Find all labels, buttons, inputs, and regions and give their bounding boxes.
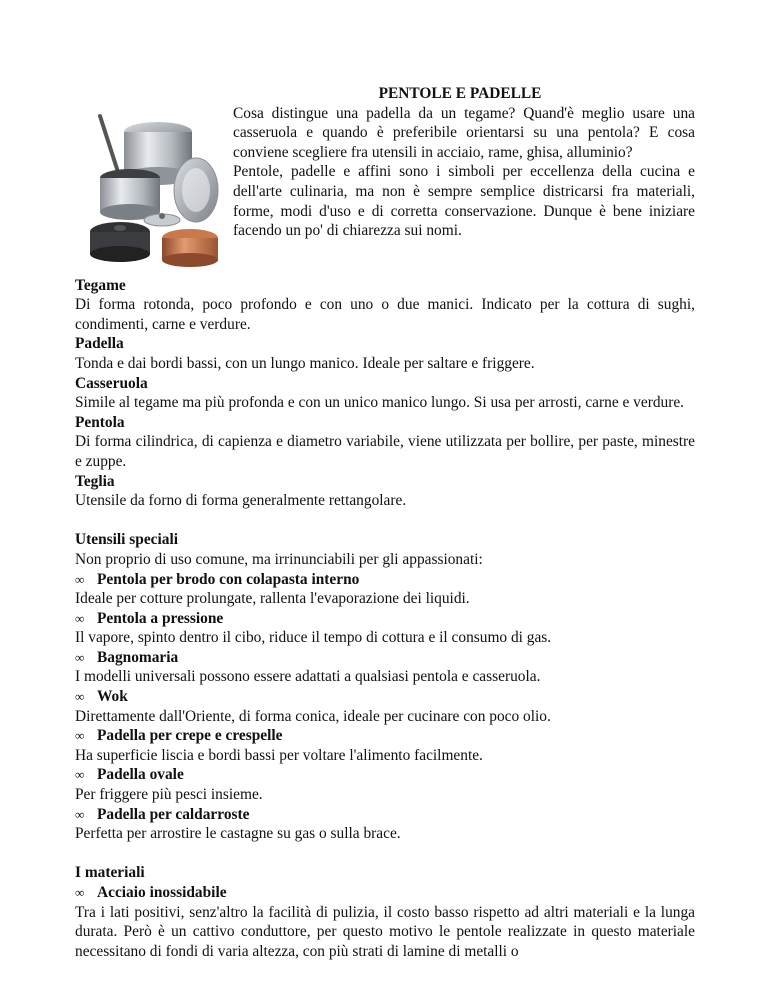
- definitions-section: [75, 276, 695, 511]
- definition-term: Tegame: [75, 276, 126, 294]
- cookware-photo: [78, 110, 223, 272]
- special-utensils-section: [75, 530, 695, 844]
- intro-text: [233, 104, 695, 241]
- infinity-bullet-icon: ∞: [75, 885, 85, 900]
- bullet-item: [75, 883, 695, 903]
- infinity-bullet-icon: ∞: [75, 806, 85, 822]
- bullet-title: Padella ovale: [97, 766, 184, 784]
- bullet-text: Il vapore, spinto dentro il cibo, riduce il tempo di cottura e il consumo di gas.: [75, 629, 552, 647]
- bullet-text: Per friggere più pesci insieme.: [75, 786, 263, 804]
- bullet-title: Pentola per brodo con colapasta interno: [97, 570, 360, 588]
- definition-text: Tonda e dai bordi bassi, con un lungo manico. Ideale per saltare e friggere.: [75, 354, 535, 372]
- section-lead: Non proprio di uso comune, ma irrinunciabili per gli appassionati:: [75, 550, 483, 568]
- spacer: [75, 844, 695, 864]
- bullet-item: [75, 765, 695, 785]
- bullet-item: [75, 726, 695, 746]
- infinity-bullet-icon: ∞: [75, 767, 85, 783]
- definition-term: Pentola: [75, 413, 125, 431]
- bullet-item: [75, 687, 695, 707]
- definition-text: Simile al tegame ma più profonda e con un unico manico lungo. Si usa per arrosti, carne e verdure.: [75, 394, 685, 412]
- materials-section: [75, 863, 695, 961]
- infinity-bullet-icon: ∞: [75, 649, 85, 665]
- section-heading: Utensili speciali: [75, 531, 179, 549]
- bullet-item: [75, 805, 695, 825]
- intro-section: [75, 104, 695, 276]
- bullet-text: Direttamente dall'Oriente, di forma conica, ideale per cucinare con poco olio.: [75, 707, 551, 725]
- bullet-title: Padella per crepe e crespelle: [97, 727, 283, 745]
- intro-paragraph: Pentole, padelle e affini sono i simboli per eccellenza della cucina e dell'arte culinaria, ma non è sempre semplice districarsi fra materiali, forme, modi d'uso e di corretta conservazione. Dunque è bene iniziare facendo un po' di chiarezza sui nomi.: [233, 163, 695, 240]
- document-content: [75, 84, 695, 961]
- definition-term: Teglia: [75, 472, 115, 490]
- bullet-text: I modelli universali possono essere adattati a qualsiasi pentola e casseruola.: [75, 668, 541, 686]
- bullet-text: Ha superficie liscia e bordi bassi per voltare l'alimento facilmente.: [75, 746, 483, 764]
- section-heading: I materiali: [75, 864, 145, 882]
- definition-text: Di forma cilindrica, di capienza e diametro variabile, viene utilizzata per bollire, per paste, minestre e zuppe.: [75, 433, 695, 470]
- definition-term: Padella: [75, 335, 124, 353]
- bullet-text: Tra i lati positivi, senz'altro la facilità di pulizia, il costo basso rispetto ad altri materiali e la lunga durata. Però è un cattivo conduttore, per questo motivo le pentole realizzate in questo materiale necessitano di fondi di varia altezza, con più strati di lamine di metalli o: [75, 903, 695, 960]
- bullet-title: Bagnomaria: [97, 648, 179, 666]
- bullet-text: Ideale per cotture prolungate, rallenta l'evaporazione dei liquidi.: [75, 590, 470, 608]
- definition-text: Utensile da forno di forma generalmente rettangolare.: [75, 492, 407, 510]
- bullet-item: [75, 648, 695, 668]
- bullet-text: Perfetta per arrostire le castagne su gas o sulla brace.: [75, 825, 401, 843]
- bullet-title: Padella per caldarroste: [97, 805, 250, 823]
- bullet-item: [75, 570, 695, 590]
- infinity-bullet-icon: ∞: [75, 689, 85, 705]
- intro-paragraph: Cosa distingue una padella da un tegame? Quand'è meglio usare una casseruola e quando è preferibile orientarsi su una pentola? E cosa conviene scegliere fra utensili in acciaio, rame, ghisa, alluminio?: [233, 104, 695, 161]
- infinity-bullet-icon: ∞: [75, 610, 85, 626]
- infinity-bullet-icon: ∞: [75, 728, 85, 744]
- definition-text: Di forma rotonda, poco profondo e con uno o due manici. Indicato per la cottura di sughi, condimenti, carne e verdure.: [75, 296, 695, 333]
- bullet-title: Wok: [97, 688, 128, 706]
- page-title: PENTOLE E PADELLE: [378, 85, 542, 102]
- bullet-title: Pentola a pressione: [97, 609, 224, 627]
- infinity-bullet-icon: ∞: [75, 571, 85, 587]
- bullet-item: [75, 609, 695, 629]
- definition-term: Casseruola: [75, 374, 148, 392]
- spacer: [75, 511, 695, 531]
- bullet-title: Acciaio inossidabile: [97, 884, 227, 901]
